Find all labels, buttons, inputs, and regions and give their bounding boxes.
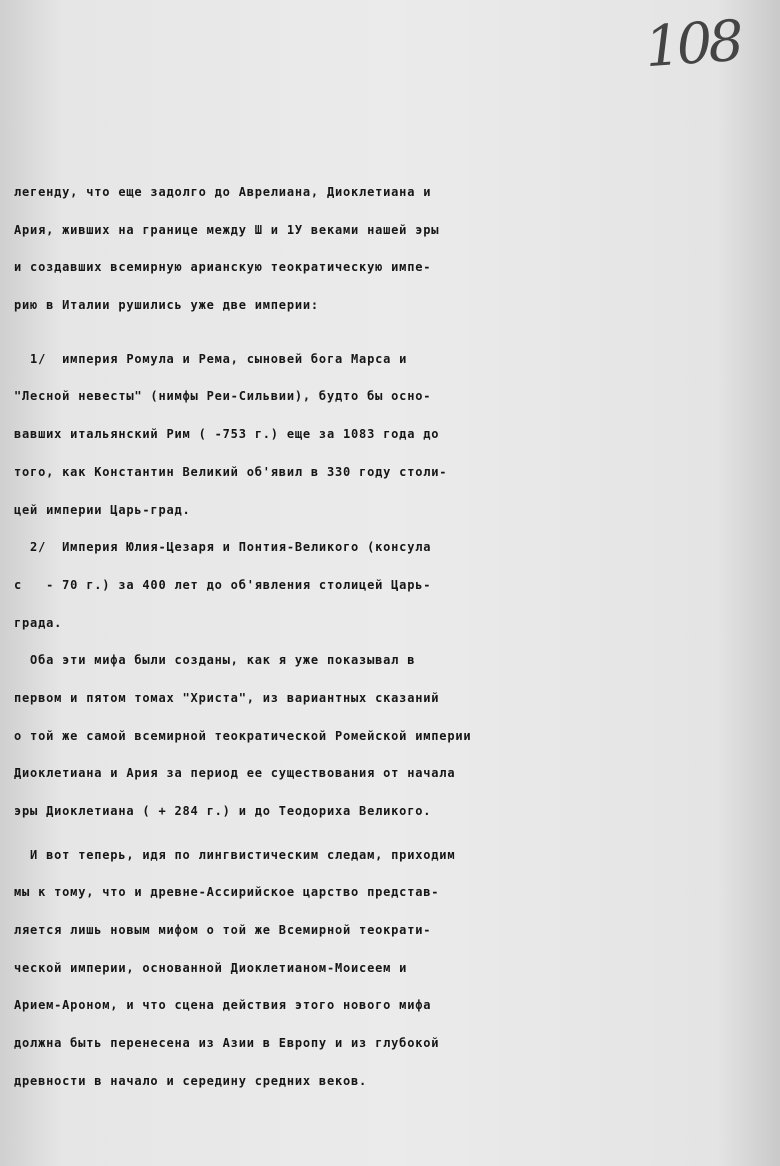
text-line: Арием-Ароном, и что сцена действия этого нового мифа [14,998,432,1013]
text-line: эры Диоклетиана ( + 284 г.) и до Теодориха Великого. [14,804,432,818]
text-line: "Лесной невесты" (нимфы Реи-Сильвии), будто бы осно- [14,389,432,404]
text-line: рию в Италии рушились уже две империи: [14,298,319,313]
text-line: о той же самой всемирной теократической Ромейской империи [14,728,472,743]
text-line: ляется лишь новым мифом о той же Всемирной теократи- [14,923,432,938]
text-line: мы к тому, что и древне-Ассирийское царство представ- [14,885,440,900]
text-line: вавших итальянский Рим ( -753 г.) еще за 1083 года до [14,427,440,442]
text-line: первом и пятом томах "Христа", из вариантных сказаний [14,690,440,705]
paragraph-gap [14,325,780,341]
text-line: с - 70 г.) за 400 лет до об'явления столицей Царь- [14,577,432,592]
text-line: Диоклетиана и Ария за период ее существования от начала [14,766,456,781]
text-line: Ария, живших на границе между Ш и 1У веками нашей эры [14,222,440,237]
text-line: цей империи Царь-град. [14,502,191,517]
text-line: И вот теперь, идя по лингвистическим следам, приходим [14,847,456,862]
text-line: древности в начало и середину средних веков. [14,1073,368,1088]
text-line: ческой империи, основанной Диоклетианом-Моисеем и [14,960,408,975]
text-line: града. [14,615,63,630]
text-line: Оба эти мифа были созданы, как я уже показывал в [14,653,416,668]
text-line: того, как Константин Великий об'явил в 330 году столи- [14,464,448,479]
page-number: 108 [642,8,743,81]
body-text [14,174,780,1101]
text-line: и создавших всемирную арианскую теократическую импе- [14,260,432,275]
text-line: должна быть перенесена из Азии в Европу и из глубокой [14,1036,440,1051]
text-line: легенду, что еще задолго до Аврелиана, Диоклетиана и [14,185,432,199]
text-line: 2/ Империя Юлия-Цезаря и Понтия-Великого (консула [14,540,432,555]
text-line: 1/ империя Ромула и Рема, сыновей бога Марса и [14,351,408,366]
